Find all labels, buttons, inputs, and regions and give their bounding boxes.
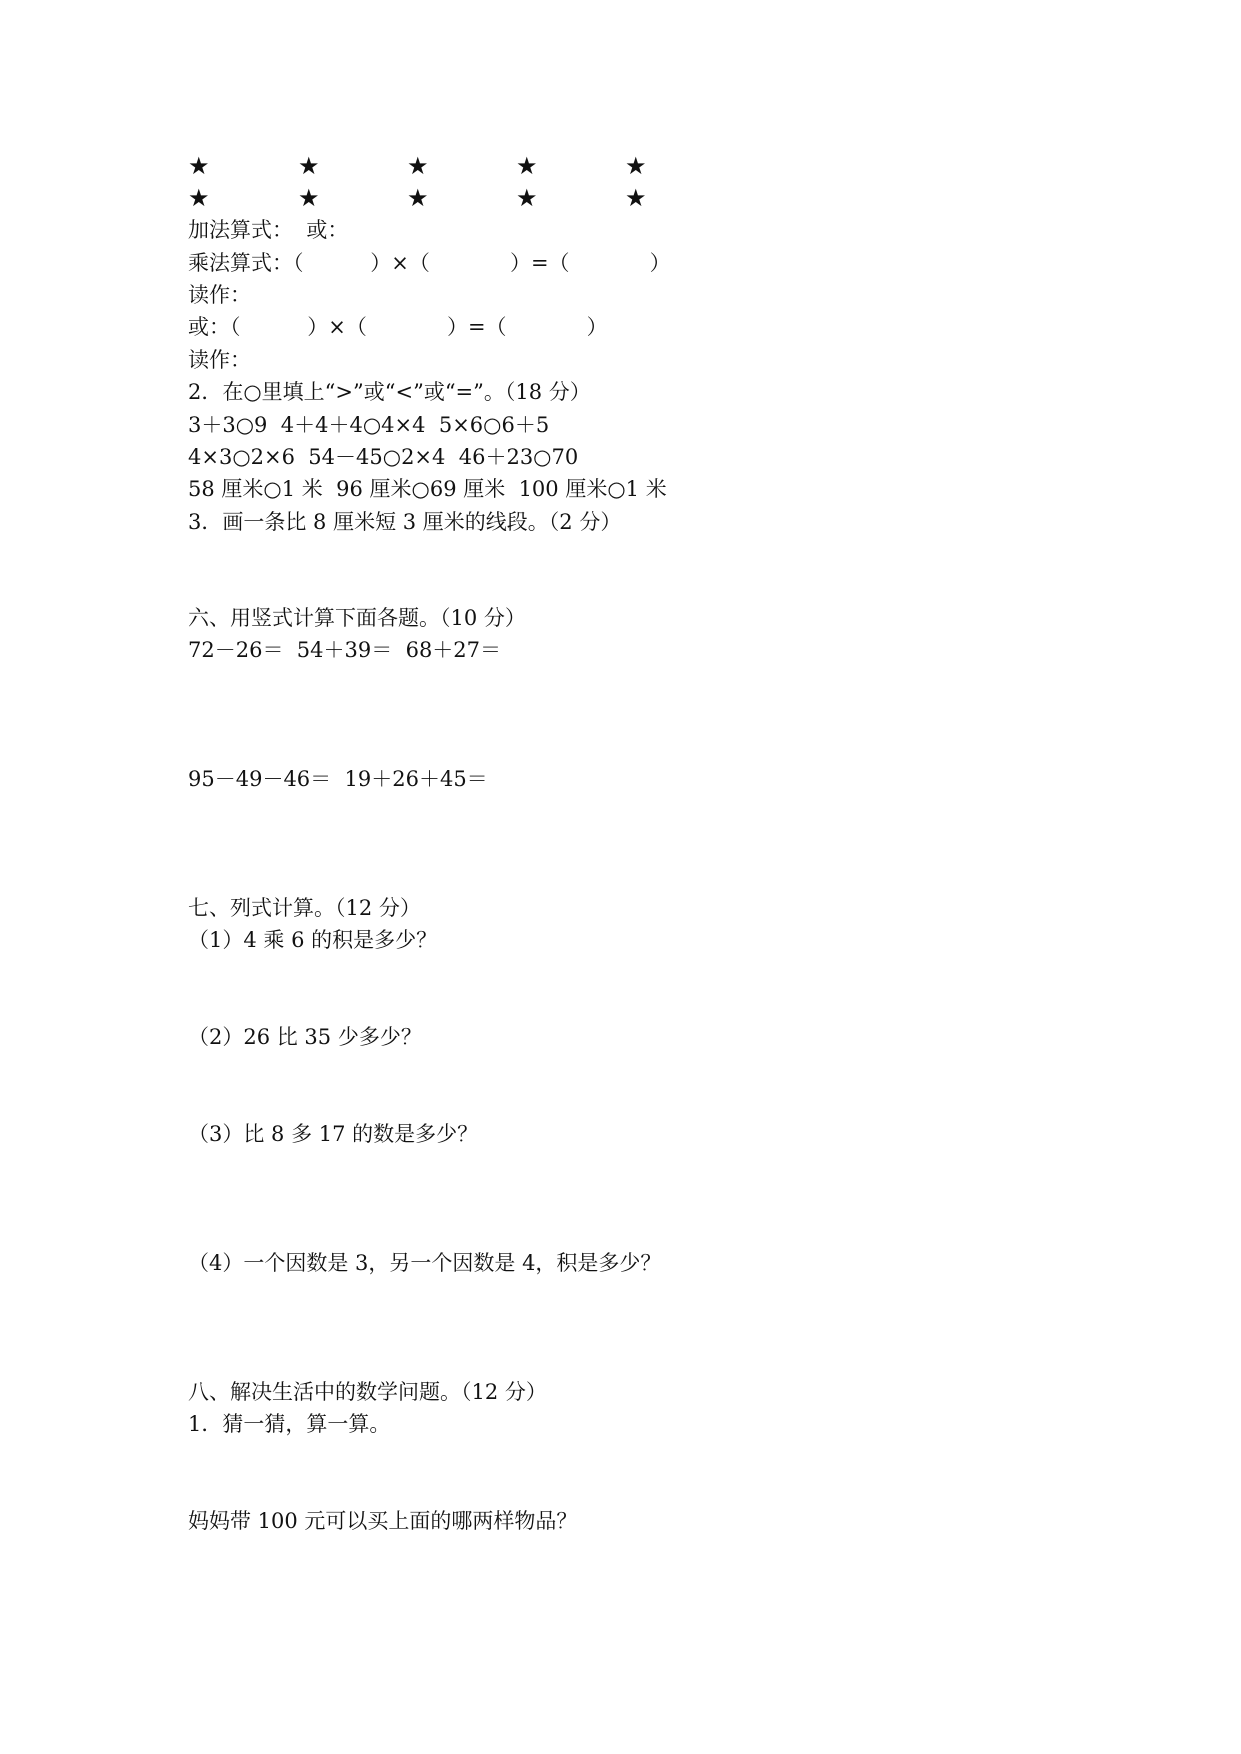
- star-icon: ★: [298, 184, 320, 212]
- comparison-row: 58 厘米○1 米 96 厘米○69 厘米 100 厘米○1 米: [188, 477, 667, 501]
- star-icon: ★: [298, 152, 320, 180]
- question-3-title: 3．画一条比 8 厘米短 3 厘米的线段。（2 分）: [188, 510, 622, 534]
- section-7-question-2: （2）26 比 35 少多少？: [188, 1025, 422, 1049]
- star-icon: ★: [407, 184, 429, 212]
- question-2-title: 2．在○里填上“>”或“<”或“=”。（18 分）: [188, 380, 591, 404]
- section-7-title: 七、列式计算。（12 分）: [188, 896, 421, 920]
- vertical-calc-row: 95－49－46＝ 19＋26＋45＝: [188, 767, 488, 791]
- section-8-question-1: 1．猜一猜，算一算。: [188, 1412, 391, 1436]
- section-7-question-4: （4）一个因数是 3，另一个因数是 4，积是多少？: [188, 1251, 662, 1275]
- vertical-calc-row: 72－26＝ 54＋39＝ 68＋27＝: [188, 638, 502, 662]
- read-as-line: 读作：: [188, 283, 251, 307]
- star-icon: ★: [516, 152, 538, 180]
- section-7-question-1: （1）4 乘 6 的积是多少？: [188, 928, 438, 952]
- multiplication-formula-line: 乘法算式：（ ）×（ ）=（ ）: [188, 251, 671, 275]
- comparison-row: 3＋3○9 4＋4＋4○4×4 5×6○6＋5: [188, 413, 550, 437]
- star-icon: ★: [188, 152, 210, 180]
- star-icon: ★: [188, 184, 210, 212]
- comparison-row: 4×3○2×6 54－45○2×4 46＋23○70: [188, 445, 579, 469]
- alternate-formula-line: 或：（ ）×（ ）=（ ）: [188, 315, 608, 339]
- star-icon: ★: [516, 184, 538, 212]
- section-8-question-text: 妈妈带 100 元可以买上面的哪两样物品？: [188, 1509, 578, 1533]
- star-icon: ★: [625, 184, 647, 212]
- section-6-title: 六、用竖式计算下面各题。（10 分）: [188, 606, 526, 630]
- section-8-title: 八、解决生活中的数学问题。（12 分）: [188, 1380, 547, 1404]
- read-as-line: 读作：: [188, 348, 251, 372]
- section-7-question-3: （3）比 8 多 17 的数是多少？: [188, 1122, 479, 1146]
- star-icon: ★: [407, 152, 429, 180]
- star-icon: ★: [625, 152, 647, 180]
- addition-formula-line: 加法算式： 或：: [188, 218, 349, 242]
